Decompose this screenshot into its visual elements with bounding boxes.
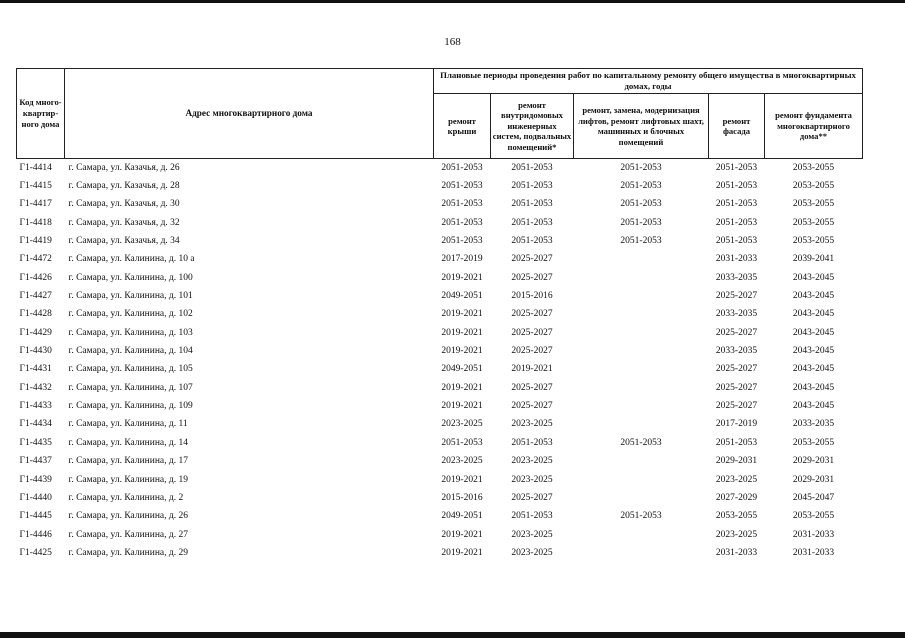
house-code-cell: Г1-4415 bbox=[19, 181, 52, 192]
facade-period-cell: 2033-2035 bbox=[715, 309, 758, 320]
foundation-period-cell: 2043-2045 bbox=[792, 272, 835, 283]
facade-period-cell: 2051-2053 bbox=[715, 199, 758, 210]
facade-period-cell: 2025-2027 bbox=[715, 291, 758, 302]
foundation-period-cell: 2029-2031 bbox=[792, 456, 835, 467]
address-cell: г. Самара, ул. Калинина, д. 17 bbox=[68, 456, 188, 467]
foundation-period-cell: 2043-2045 bbox=[792, 309, 835, 320]
facade-period-cell: 2029-2031 bbox=[715, 456, 758, 467]
address-cell: г. Самара, ул. Калинина, д. 26 bbox=[68, 511, 188, 522]
roof-period-cell: 2019-2021 bbox=[441, 327, 483, 338]
table-row bbox=[17, 544, 863, 562]
house-code-cell: Г1-4446 bbox=[19, 529, 52, 540]
house-code-cell: Г1-4433 bbox=[19, 401, 52, 412]
roof-period-cell: 2017-2019 bbox=[441, 254, 483, 265]
house-code-cell: Г1-4430 bbox=[19, 346, 52, 357]
engineering-period-cell: 2023-2025 bbox=[511, 547, 553, 558]
table-row bbox=[17, 508, 863, 526]
facade-period-cell: 2033-2035 bbox=[715, 346, 758, 357]
elevator-period-cell bbox=[574, 361, 709, 379]
house-code-cell: Г1-4426 bbox=[19, 272, 52, 283]
address-cell: г. Самара, ул. Калинина, д. 19 bbox=[68, 474, 188, 485]
roof-period-cell: 2049-2051 bbox=[441, 511, 483, 522]
address-cell: г. Самара, ул. Калинина, д. 29 bbox=[68, 547, 188, 558]
elevator-period-cell bbox=[574, 397, 709, 415]
engineering-period-cell: 2025-2027 bbox=[511, 492, 553, 503]
elevator-period-cell bbox=[574, 306, 709, 324]
elevator-period-cell: 2051-2053 bbox=[620, 199, 662, 210]
foundation-period-cell: 2053-2055 bbox=[792, 162, 835, 173]
table-row bbox=[17, 251, 863, 269]
header-planned-periods: Плановые периоды проведения работ по капитальному ремонту общего имущества в многоквартирных домах, годы bbox=[434, 69, 863, 94]
foundation-period-cell: 2043-2045 bbox=[792, 291, 835, 302]
table-body bbox=[17, 159, 863, 563]
header-engineering-systems: ремонт внутридомовых инженерных систем, подвальных помещений* bbox=[491, 94, 574, 159]
elevator-period-cell bbox=[574, 379, 709, 397]
table-row bbox=[17, 196, 863, 214]
table-row bbox=[17, 232, 863, 250]
facade-period-cell: 2051-2053 bbox=[715, 236, 758, 247]
roof-period-cell: 2019-2021 bbox=[441, 346, 483, 357]
engineering-period-cell: 2051-2053 bbox=[511, 199, 553, 210]
engineering-period-cell: 2051-2053 bbox=[511, 217, 553, 228]
facade-period-cell: 2053-2055 bbox=[715, 511, 758, 522]
header-facade-repair: ремонт фасада bbox=[709, 94, 765, 159]
address-cell: г. Самара, ул. Калинина, д. 14 bbox=[68, 437, 188, 448]
address-cell: г. Самара, ул. Калинина, д. 102 bbox=[68, 309, 193, 320]
engineering-period-cell: 2023-2025 bbox=[511, 419, 553, 430]
foundation-period-cell: 2053-2055 bbox=[792, 181, 835, 192]
engineering-period-cell: 2023-2025 bbox=[511, 529, 553, 540]
roof-period-cell: 2049-2051 bbox=[441, 364, 483, 375]
engineering-period-cell: 2025-2027 bbox=[511, 346, 553, 357]
table-row bbox=[17, 159, 863, 178]
elevator-period-cell bbox=[574, 342, 709, 360]
engineering-period-cell: 2051-2053 bbox=[511, 162, 553, 173]
house-code-cell: Г1-4428 bbox=[19, 309, 52, 320]
engineering-period-cell: 2023-2025 bbox=[511, 474, 553, 485]
house-code-cell: Г1-4434 bbox=[19, 419, 52, 430]
engineering-period-cell: 2025-2027 bbox=[511, 401, 553, 412]
facade-period-cell: 2017-2019 bbox=[715, 419, 758, 430]
table-row bbox=[17, 397, 863, 415]
facade-period-cell: 2031-2033 bbox=[715, 547, 758, 558]
table-row bbox=[17, 287, 863, 305]
engineering-period-cell: 2025-2027 bbox=[511, 254, 553, 265]
house-code-cell: Г1-4425 bbox=[19, 547, 52, 558]
page-number: 168 bbox=[444, 36, 461, 48]
table-header bbox=[17, 69, 863, 159]
header-roof-repair: ремонт крыши bbox=[434, 94, 491, 159]
house-code-cell: Г1-4435 bbox=[19, 437, 52, 448]
table-row bbox=[17, 306, 863, 324]
house-code-cell: Г1-4439 bbox=[19, 474, 52, 485]
address-cell: г. Самара, ул. Казачья, д. 30 bbox=[68, 199, 180, 210]
address-cell: г. Самара, ул. Калинина, д. 104 bbox=[68, 346, 193, 357]
elevator-period-cell bbox=[574, 269, 709, 287]
facade-period-cell: 2051-2053 bbox=[715, 437, 758, 448]
roof-period-cell: 2049-2051 bbox=[441, 291, 483, 302]
engineering-period-cell: 2051-2053 bbox=[511, 437, 553, 448]
table-row bbox=[17, 269, 863, 287]
elevator-period-cell bbox=[574, 526, 709, 544]
facade-period-cell: 2023-2025 bbox=[715, 529, 758, 540]
table-row bbox=[17, 177, 863, 195]
foundation-period-cell: 2031-2033 bbox=[792, 547, 835, 558]
engineering-period-cell: 2025-2027 bbox=[511, 382, 553, 393]
address-cell: г. Самара, ул. Калинина, д. 27 bbox=[68, 529, 188, 540]
address-cell: г. Самара, ул. Казачья, д. 28 bbox=[68, 181, 180, 192]
elevator-period-cell bbox=[574, 544, 709, 562]
foundation-period-cell: 2033-2035 bbox=[792, 419, 835, 430]
elevator-period-cell bbox=[574, 416, 709, 434]
capital-repair-table bbox=[16, 68, 863, 563]
roof-period-cell: 2019-2021 bbox=[441, 401, 483, 412]
address-cell: г. Самара, ул. Калинина, д. 109 bbox=[68, 401, 193, 412]
foundation-period-cell: 2053-2055 bbox=[792, 511, 835, 522]
engineering-period-cell: 2015-2016 bbox=[511, 291, 553, 302]
facade-period-cell: 2051-2053 bbox=[715, 162, 758, 173]
address-cell: г. Самара, ул. Калинина, д. 2 bbox=[68, 492, 184, 503]
facade-period-cell: 2033-2035 bbox=[715, 272, 758, 283]
elevator-period-cell: 2051-2053 bbox=[620, 437, 662, 448]
house-code-cell: Г1-4429 bbox=[19, 327, 52, 338]
elevator-period-cell bbox=[574, 471, 709, 489]
address-cell: г. Самара, ул. Казачья, д. 26 bbox=[68, 162, 180, 173]
house-code-cell: Г1-4437 bbox=[19, 456, 52, 467]
foundation-period-cell: 2053-2055 bbox=[792, 236, 835, 247]
house-code-cell: Г1-4431 bbox=[19, 364, 52, 375]
foundation-period-cell: 2029-2031 bbox=[792, 474, 835, 485]
roof-period-cell: 2051-2053 bbox=[441, 199, 483, 210]
header-elevators: ремонт, замена, модернизация лифтов, ремонт лифтовых шахт, машинных и блочных помещений bbox=[574, 94, 709, 159]
roof-period-cell: 2019-2021 bbox=[441, 547, 483, 558]
engineering-period-cell: 2025-2027 bbox=[511, 327, 553, 338]
header-address: Адрес многоквартирного дома bbox=[65, 69, 434, 159]
house-code-cell: Г1-4445 bbox=[19, 511, 52, 522]
foundation-period-cell: 2043-2045 bbox=[792, 382, 835, 393]
roof-period-cell: 2051-2053 bbox=[441, 437, 483, 448]
foundation-period-cell: 2053-2055 bbox=[792, 217, 835, 228]
engineering-period-cell: 2023-2025 bbox=[511, 456, 553, 467]
engineering-period-cell: 2051-2053 bbox=[511, 511, 553, 522]
table-row bbox=[17, 453, 863, 471]
facade-period-cell: 2025-2027 bbox=[715, 382, 758, 393]
roof-period-cell: 2019-2021 bbox=[441, 529, 483, 540]
table-row bbox=[17, 361, 863, 379]
house-code-cell: Г1-4417 bbox=[19, 199, 52, 210]
facade-period-cell: 2027-2029 bbox=[715, 492, 758, 503]
roof-period-cell: 2019-2021 bbox=[441, 382, 483, 393]
foundation-period-cell: 2053-2055 bbox=[792, 437, 835, 448]
elevator-period-cell bbox=[574, 453, 709, 471]
elevator-period-cell: 2051-2053 bbox=[620, 181, 662, 192]
facade-period-cell: 2051-2053 bbox=[715, 217, 758, 228]
elevator-period-cell bbox=[574, 251, 709, 269]
foundation-period-cell: 2031-2033 bbox=[792, 529, 835, 540]
roof-period-cell: 2051-2053 bbox=[441, 181, 483, 192]
address-cell: г. Самара, ул. Калинина, д. 10 а bbox=[68, 254, 195, 265]
engineering-period-cell: 2025-2027 bbox=[511, 309, 553, 320]
house-code-cell: Г1-4472 bbox=[19, 254, 52, 265]
roof-period-cell: 2051-2053 bbox=[441, 162, 483, 173]
house-code-cell: Г1-4432 bbox=[19, 382, 52, 393]
table-row bbox=[17, 379, 863, 397]
engineering-period-cell: 2051-2053 bbox=[511, 181, 553, 192]
roof-period-cell: 2023-2025 bbox=[441, 419, 483, 430]
table-row bbox=[17, 434, 863, 452]
header-house-code: Код много-квартир-ного дома bbox=[17, 69, 65, 159]
roof-period-cell: 2019-2021 bbox=[441, 309, 483, 320]
facade-period-cell: 2025-2027 bbox=[715, 327, 758, 338]
foundation-period-cell: 2045-2047 bbox=[792, 492, 835, 503]
table-row bbox=[17, 526, 863, 544]
facade-period-cell: 2025-2027 bbox=[715, 364, 758, 375]
elevator-period-cell: 2051-2053 bbox=[620, 162, 662, 173]
foundation-period-cell: 2043-2045 bbox=[792, 327, 835, 338]
roof-period-cell: 2023-2025 bbox=[441, 456, 483, 467]
roof-period-cell: 2051-2053 bbox=[441, 236, 483, 247]
foundation-period-cell: 2043-2045 bbox=[792, 401, 835, 412]
elevator-period-cell bbox=[574, 489, 709, 507]
table-row bbox=[17, 214, 863, 232]
header-foundation-repair: ремонт фундамента многоквартирного дома** bbox=[765, 94, 863, 159]
roof-period-cell: 2019-2021 bbox=[441, 272, 483, 283]
engineering-period-cell: 2051-2053 bbox=[511, 236, 553, 247]
address-cell: г. Самара, ул. Калинина, д. 100 bbox=[68, 272, 193, 283]
table-row bbox=[17, 342, 863, 360]
elevator-period-cell: 2051-2053 bbox=[620, 511, 662, 522]
address-cell: г. Самара, ул. Калинина, д. 105 bbox=[68, 364, 193, 375]
bottom-border-rule bbox=[0, 632, 905, 638]
address-cell: г. Самара, ул. Казачья, д. 34 bbox=[68, 236, 180, 247]
table-row bbox=[17, 471, 863, 489]
elevator-period-cell bbox=[574, 287, 709, 305]
facade-period-cell: 2051-2053 bbox=[715, 181, 758, 192]
foundation-period-cell: 2043-2045 bbox=[792, 364, 835, 375]
top-border-rule bbox=[0, 0, 905, 3]
elevator-period-cell: 2051-2053 bbox=[620, 236, 662, 247]
facade-period-cell: 2023-2025 bbox=[715, 474, 758, 485]
facade-period-cell: 2031-2033 bbox=[715, 254, 758, 265]
house-code-cell: Г1-4414 bbox=[19, 162, 52, 173]
foundation-period-cell: 2039-2041 bbox=[792, 254, 835, 265]
foundation-period-cell: 2043-2045 bbox=[792, 346, 835, 357]
foundation-period-cell: 2053-2055 bbox=[792, 199, 835, 210]
elevator-period-cell: 2051-2053 bbox=[620, 217, 662, 228]
address-cell: г. Самара, ул. Калинина, д. 107 bbox=[68, 382, 193, 393]
house-code-cell: Г1-4419 bbox=[19, 236, 52, 247]
address-cell: г. Самара, ул. Казачья, д. 32 bbox=[68, 217, 180, 228]
address-cell: г. Самара, ул. Калинина, д. 11 bbox=[68, 419, 188, 430]
roof-period-cell: 2015-2016 bbox=[441, 492, 483, 503]
roof-period-cell: 2051-2053 bbox=[441, 217, 483, 228]
table-row bbox=[17, 324, 863, 342]
engineering-period-cell: 2019-2021 bbox=[511, 364, 553, 375]
address-cell: г. Самара, ул. Калинина, д. 103 bbox=[68, 327, 193, 338]
house-code-cell: Г1-4418 bbox=[19, 217, 52, 228]
house-code-cell: Г1-4440 bbox=[19, 492, 52, 503]
roof-period-cell: 2019-2021 bbox=[441, 474, 483, 485]
table-row bbox=[17, 416, 863, 434]
facade-period-cell: 2025-2027 bbox=[715, 401, 758, 412]
engineering-period-cell: 2025-2027 bbox=[511, 272, 553, 283]
table-row bbox=[17, 489, 863, 507]
house-code-cell: Г1-4427 bbox=[19, 291, 52, 302]
address-cell: г. Самара, ул. Калинина, д. 101 bbox=[68, 291, 193, 302]
elevator-period-cell bbox=[574, 324, 709, 342]
